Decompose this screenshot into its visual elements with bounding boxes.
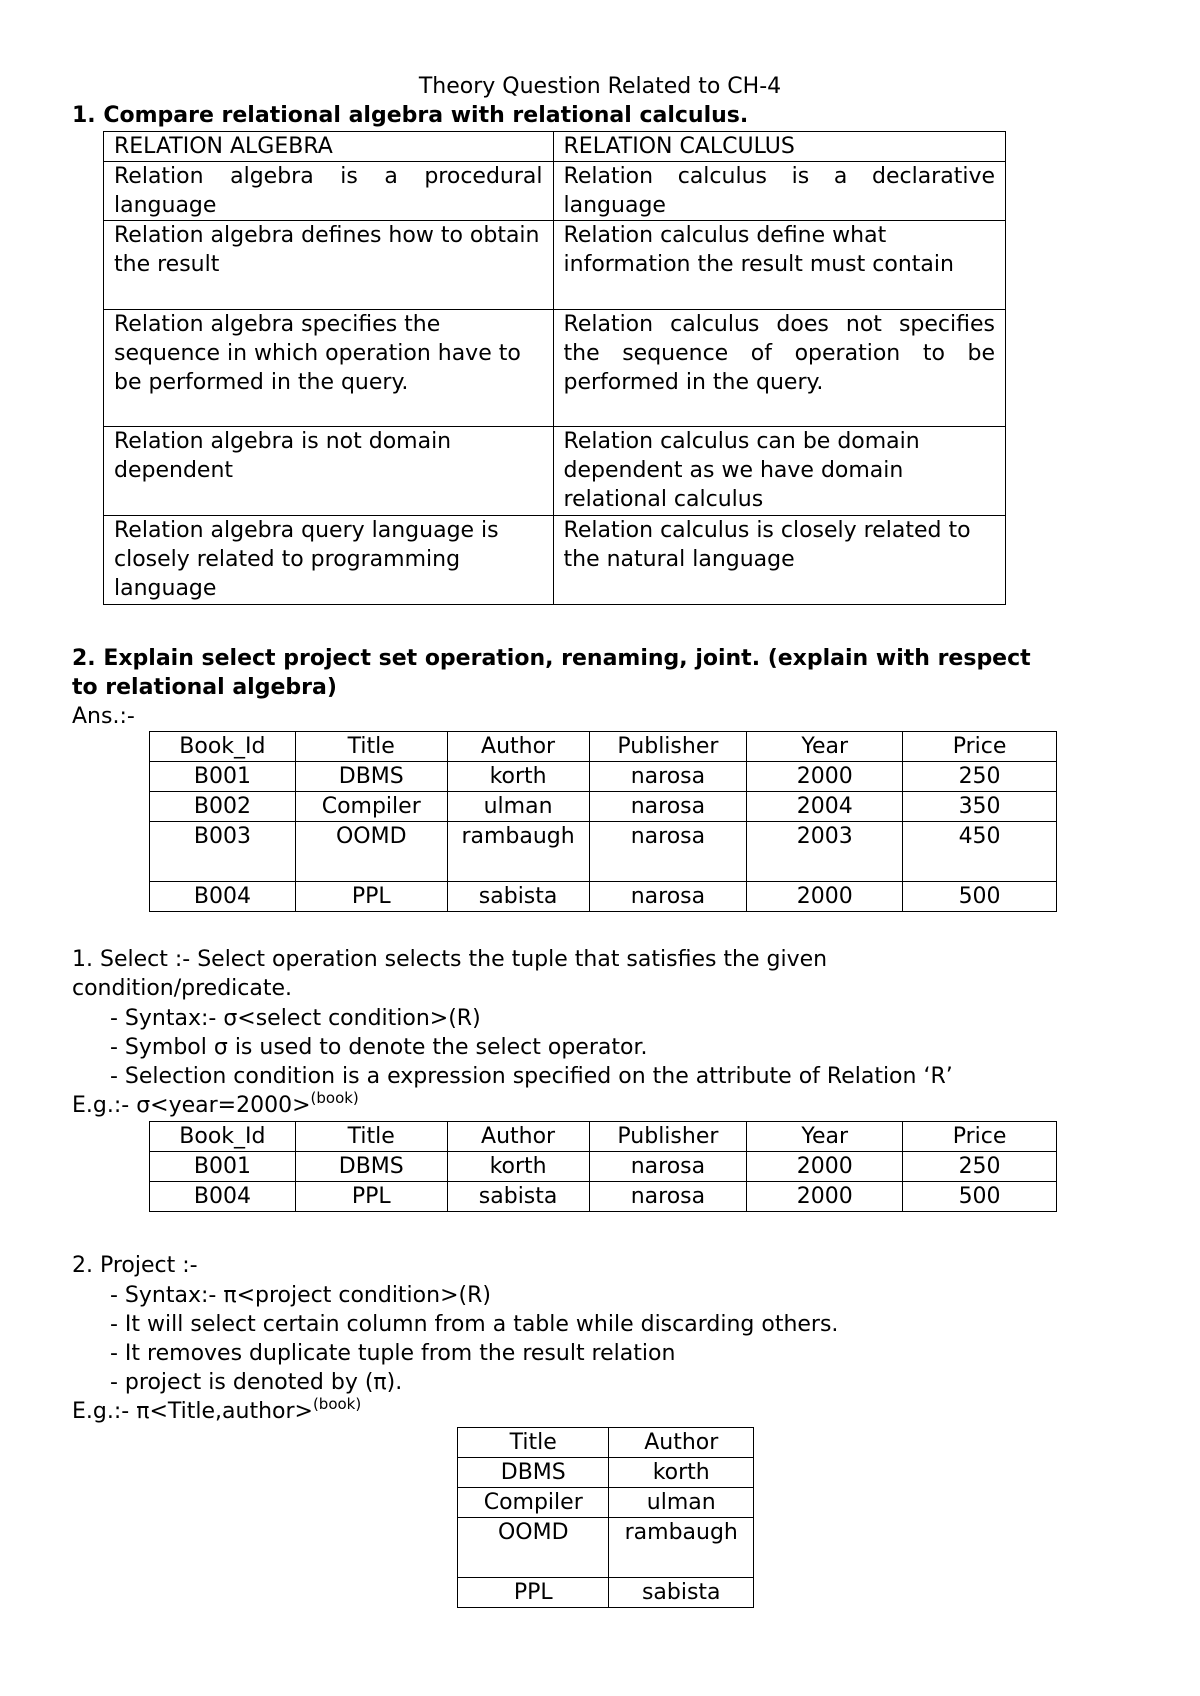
table-row bbox=[150, 1182, 1057, 1212]
select-example-text: E.g.:- σ<year=2000> bbox=[72, 1093, 311, 1118]
project-result-header bbox=[458, 1428, 754, 1458]
col-title: Title bbox=[458, 1428, 609, 1458]
project-example-text: E.g.:- π<Title,author> bbox=[72, 1399, 313, 1424]
answer-label: Ans.:- bbox=[72, 704, 135, 729]
cell: OOMD bbox=[458, 1518, 609, 1578]
col-year: Year bbox=[747, 732, 903, 762]
book-table-header bbox=[150, 732, 1057, 762]
cell: PPL bbox=[295, 1182, 447, 1212]
col-year: Year bbox=[747, 1122, 903, 1152]
table-row bbox=[150, 792, 1057, 822]
project-example-sup: (book) bbox=[312, 1395, 362, 1413]
col-price: Price bbox=[903, 1122, 1057, 1152]
cell: narosa bbox=[589, 792, 747, 822]
table-row bbox=[458, 1458, 754, 1488]
comparison-row bbox=[104, 221, 1006, 310]
cell: Compiler bbox=[458, 1488, 609, 1518]
header-relation-algebra: RELATION ALGEBRA bbox=[104, 132, 554, 162]
cell: korth bbox=[609, 1458, 754, 1488]
cell: Compiler bbox=[295, 792, 447, 822]
col-book-id: Book_Id bbox=[150, 732, 296, 762]
cell: narosa bbox=[589, 1152, 747, 1182]
cell: narosa bbox=[589, 882, 747, 912]
cell: korth bbox=[447, 1152, 589, 1182]
question-1-heading: 1. Compare relational algebra with relational calculus. bbox=[72, 103, 749, 128]
table-row bbox=[458, 1578, 754, 1608]
project-bullet: - It will select certain column from a table while discarding others. bbox=[110, 1312, 839, 1337]
cell: DBMS bbox=[458, 1458, 609, 1488]
col-price: Price bbox=[903, 732, 1057, 762]
cell: B002 bbox=[150, 792, 296, 822]
book-table bbox=[149, 731, 1057, 912]
cell: 500 bbox=[903, 882, 1057, 912]
cell: sabista bbox=[609, 1578, 754, 1608]
cell: narosa bbox=[589, 1182, 747, 1212]
cell: B003 bbox=[150, 822, 296, 882]
col-title: Title bbox=[295, 1122, 447, 1152]
question-2-heading-line2: to relational algebra) bbox=[72, 675, 337, 700]
cell: 450 bbox=[903, 822, 1057, 882]
cell: B001 bbox=[150, 762, 296, 792]
cell: 2000 bbox=[747, 762, 903, 792]
col-publisher: Publisher bbox=[589, 1122, 747, 1152]
cell: PPL bbox=[295, 882, 447, 912]
select-line1: 1. Select :- Select operation selects the tuple that satisfies the given bbox=[72, 947, 828, 972]
header-relation-calculus: RELATION CALCULUS bbox=[553, 132, 1005, 162]
question-2-heading-line1: 2. Explain select project set operation, renaming, joint. (explain with respect bbox=[72, 646, 1031, 671]
cell: narosa bbox=[589, 762, 747, 792]
calculus-cell: Relation calculus define what information the result must contain bbox=[553, 221, 1005, 310]
page-title: Theory Question Related to CH-4 bbox=[418, 74, 782, 99]
project-result-table bbox=[457, 1427, 754, 1608]
col-publisher: Publisher bbox=[589, 732, 747, 762]
col-author: Author bbox=[447, 732, 589, 762]
project-bullet: - It removes duplicate tuple from the result relation bbox=[110, 1341, 676, 1366]
table-row bbox=[150, 822, 1057, 882]
cell: korth bbox=[447, 762, 589, 792]
select-example bbox=[72, 1091, 359, 1120]
col-title: Title bbox=[295, 732, 447, 762]
table-row bbox=[150, 762, 1057, 792]
calculus-cell: Relation calculus does not specifies the sequence of operation to be performed in the query. bbox=[553, 310, 1005, 427]
project-example bbox=[72, 1397, 361, 1426]
table-row bbox=[458, 1488, 754, 1518]
cell: B001 bbox=[150, 1152, 296, 1182]
algebra-cell: Relation algebra is not domain dependent bbox=[104, 427, 554, 516]
cell: narosa bbox=[589, 822, 747, 882]
cell: ulman bbox=[447, 792, 589, 822]
col-book-id: Book_Id bbox=[150, 1122, 296, 1152]
cell: 2000 bbox=[747, 882, 903, 912]
select-bullet: - Syntax:- σ<select condition>(R) bbox=[110, 1006, 481, 1031]
table-row bbox=[458, 1518, 754, 1578]
cell: B004 bbox=[150, 882, 296, 912]
col-author: Author bbox=[609, 1428, 754, 1458]
table-row bbox=[150, 882, 1057, 912]
select-result-table bbox=[149, 1121, 1057, 1212]
cell: 2004 bbox=[747, 792, 903, 822]
cell: 2003 bbox=[747, 822, 903, 882]
comparison-header-row bbox=[104, 132, 1006, 162]
comparison-row bbox=[104, 310, 1006, 427]
cell: DBMS bbox=[295, 762, 447, 792]
cell: DBMS bbox=[295, 1152, 447, 1182]
cell: 2000 bbox=[747, 1152, 903, 1182]
comparison-row bbox=[104, 516, 1006, 605]
select-line2: condition/predicate. bbox=[72, 976, 292, 1001]
cell: 500 bbox=[903, 1182, 1057, 1212]
algebra-cell: Relation algebra query language is closely related to programming language bbox=[104, 516, 554, 605]
select-result-header bbox=[150, 1122, 1057, 1152]
calculus-cell: Relation calculus is a declarative language bbox=[553, 162, 1005, 221]
project-bullet: - project is denoted by (π). bbox=[110, 1370, 403, 1395]
cell: ulman bbox=[609, 1488, 754, 1518]
select-example-sup: (book) bbox=[310, 1089, 359, 1107]
cell: 250 bbox=[903, 762, 1057, 792]
cell: 350 bbox=[903, 792, 1057, 822]
cell: rambaugh bbox=[447, 822, 589, 882]
select-bullet: - Selection condition is a expression specified on the attribute of Relation ‘R’ bbox=[110, 1064, 953, 1089]
cell: rambaugh bbox=[609, 1518, 754, 1578]
cell: PPL bbox=[458, 1578, 609, 1608]
project-line1: 2. Project :- bbox=[72, 1253, 198, 1278]
cell: 2000 bbox=[747, 1182, 903, 1212]
algebra-cell: Relation algebra is a procedural language bbox=[104, 162, 554, 221]
comparison-table bbox=[103, 131, 1006, 605]
calculus-cell: Relation calculus can be domain dependent as we have domain relational calculus bbox=[553, 427, 1005, 516]
comparison-row bbox=[104, 162, 1006, 221]
cell: B004 bbox=[150, 1182, 296, 1212]
project-bullet: - Syntax:- π<project condition>(R) bbox=[110, 1283, 491, 1308]
cell: sabista bbox=[447, 1182, 589, 1212]
comparison-row bbox=[104, 427, 1006, 516]
select-bullet: - Symbol σ is used to denote the select operator. bbox=[110, 1035, 648, 1060]
algebra-cell: Relation algebra specifies the sequence in which operation have to be performed in the query. bbox=[104, 310, 554, 427]
cell: 250 bbox=[903, 1152, 1057, 1182]
table-row bbox=[150, 1152, 1057, 1182]
col-author: Author bbox=[447, 1122, 589, 1152]
cell: OOMD bbox=[295, 822, 447, 882]
cell: sabista bbox=[447, 882, 589, 912]
calculus-cell: Relation calculus is closely related to the natural language bbox=[553, 516, 1005, 605]
algebra-cell: Relation algebra defines how to obtain the result bbox=[104, 221, 554, 310]
